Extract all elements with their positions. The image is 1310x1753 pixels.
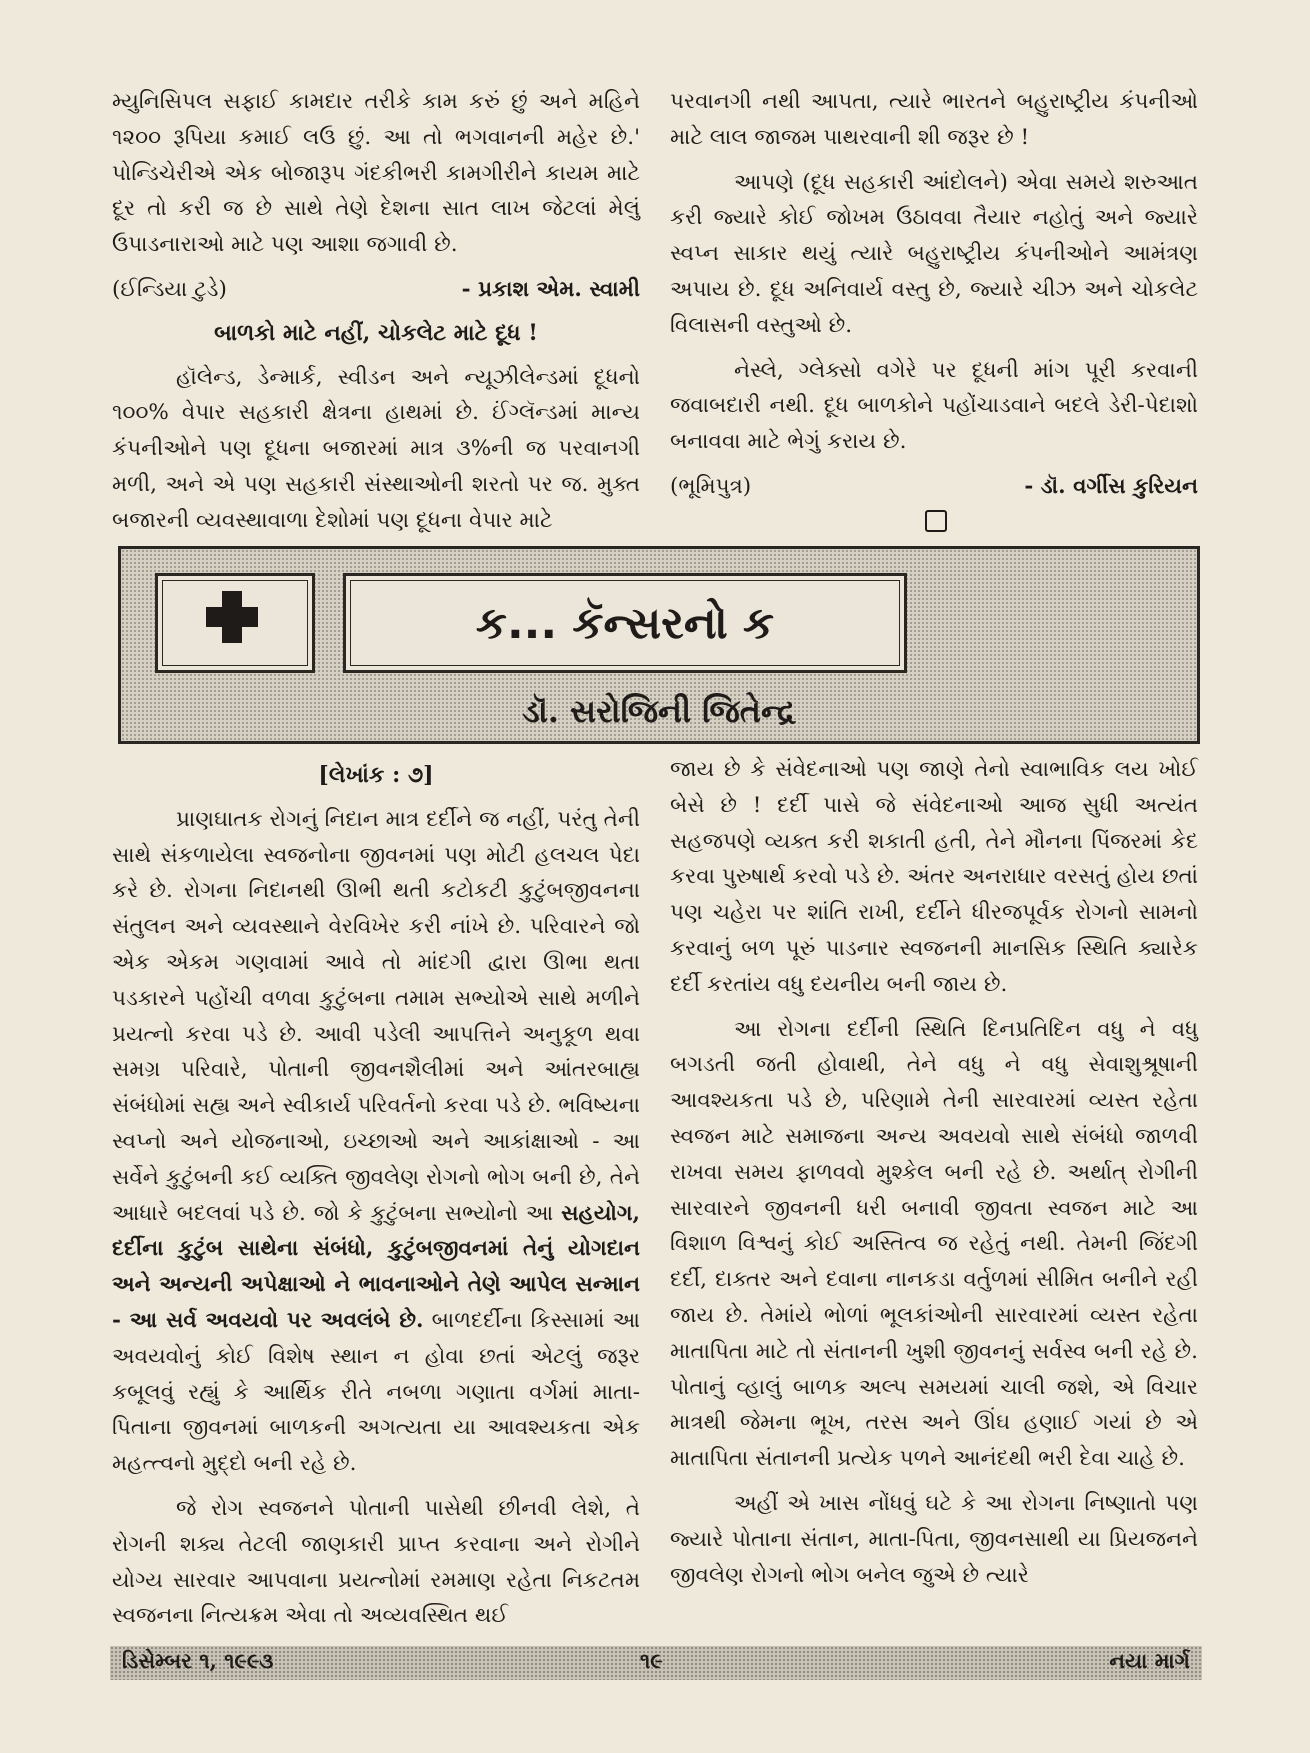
article-banner xyxy=(118,546,1200,744)
medical-cross-icon xyxy=(155,573,315,673)
news-paragraph-4: આપણે (દૂધ સહકારી આંદોલને) એવા સમયે શરુઆત કરી જ્યારે કોઈ જોખમ ઉઠાવવા તૈયાર નહોતું અને જ્યારે સ્વપ્ન સાકાર થયું ત્યારે બહુરાષ્ટ્રીય કંપનીઓને આમંત્રણ અપાય છે. દૂધ અનિવાર્ય વસ્તુ છે, જ્યારે ચીઝ અને ચોકલેટ વિલાસની વસ્તુઓ છે. xyxy=(670,169,1198,338)
article-right-column xyxy=(670,752,1198,1602)
news-signature xyxy=(112,272,640,308)
article-author: ડૉ. સરોજિની જિતેન્દ્ર xyxy=(522,691,796,730)
top-right-column xyxy=(670,84,1198,513)
article-paragraph-3: જાય છે કે સંવેદનાઓ પણ જાણે તેનો સ્વાભાવિક લય ખોઈ બેસે છે ! દર્દી પાસે જે સંવેદનાઓ આજ સુધી અત્યંત સહજપણે વ્યક્ત કરી શકાતી હતી, તેને મૌનના પિંજરમાં કેદ કરવા પુરુષાર્થ કરવો પડે છે. અંતર અનરાધાર વરસતું હોય છતાં પણ ચહેરા પર શાંતિ રાખી, દર્દીને ધીરજપૂર્વક રોગનો સામનો કરવાનું બળ પૂરું પાડનાર સ્વજનની માનસિક સ્થિતિ ક્યારેક દર્દી કરતાંય વધુ દયનીય બની જાય છે. xyxy=(670,757,1198,997)
news-subheading: બાળકો માટે નહીં, ચોકલેટ માટે દૂધ ! xyxy=(214,319,538,346)
series-label: [લેખાંક : ૭] xyxy=(318,762,434,788)
article-left-column xyxy=(112,752,640,1643)
article-paragraph-1-end: બાળદર્દીના કિસ્સામાં આ અવયવોનું કોઈ વિશેષ સ્થાન ન હોવા છતાં એટલું જરૂર કબૂલવું રહ્યું કે આર્થિક રીતે નબળા ગણાતા વર્ગમાં માતા-પિતાના જીવનમાં બાળકની અગત્યતા યા આવશ્યકતા એક મહત્ત્વનો મુદ્દો બની રહે છે. xyxy=(112,1307,640,1477)
news-byline-2: - ડૉ. વર્ગીસ કુરિયન xyxy=(1024,473,1198,499)
article-title: ક... કૅન્સરનો ક xyxy=(475,597,775,649)
top-left-column xyxy=(112,84,640,548)
news-byline: - પ્રકાશ એમ. સ્વામી xyxy=(461,276,640,302)
issue-date: ડિસેમ્બર ૧, ૧૯૯૩ xyxy=(122,1648,274,1673)
article-paragraph-4: આ રોગના દર્દીની સ્થિતિ દિનપ્રતિદિન વધુ ને વધુ બગડતી જતી હોવાથી, તેને વધુ ને વધુ સેવાશુશ્રૂષાની આવશ્યકતા પડે છે, પરિણામે તેની સારવારમાં વ્યસ્ત રહેતા સ્વજન માટે સમાજના અન્ય અવયવો સાથે સંબંધો જાળવી રાખવા સમય ફાળવવો મુશ્કેલ બની રહે છે. અર્થાત્ રોગીની સારવારને જીવનની ધરી બનાવી જીવતા સ્વજન માટે આ વિશાળ વિશ્વનું કોઈ અસ્તિત્વ જ રહેતું નથી. તેમની જિંદગી દર્દી, દાક્તર અને દવાના નાનકડા વર્તુળમાં સીમિત બનીને રહી જાય છે. તેમાંયે ભોળાં ભૂલકાંઓની સારવારમાં વ્યસ્ત રહેતા માતાપિતા માટે તો સંતાનની ખુશી જીવનનું સર્વસ્વ બની રહે છે. પોતાનું વ્હાલું બાળક અલ્પ સમયમાં ચાલી જશે, એ વિચાર માત્રથી જેમના ભૂખ, તરસ અને ઊંઘ હણાઈ ગયાં છે એ માતાપિતા સંતાનની પ્રત્યેક પળને આનંદથી ભરી દેવા ચાહે છે. xyxy=(670,1016,1198,1472)
article-paragraph-1 xyxy=(112,802,640,1482)
news-paragraph-2: હૉલેન્ડ, ડેન્માર્ક, સ્વીડન અને ન્યૂઝીલેન્ડમાં દૂધનો ૧૦૦% વેપાર સહકારી ક્ષેત્રના હાથમાં છે. ઈંગ્લૅન્ડમાં માન્ય કંપનીઓને પણ દૂધના બજારમાં માત્ર ૩%ની જ પરવાનગી મળી, અને એ પણ સહકારી સંસ્થાઓની શરતો પર જ. મુક્ત બજારની વ્યવસ્થાવાળા દેશોમાં પણ દૂધના વેપાર માટે xyxy=(112,364,640,533)
page-footer xyxy=(110,1646,1202,1680)
article-paragraph-1-bold: સહયોગ, દર્દીના કુટુંબ સાથેના સંબંધો, કુટુંબજીવનમાં તેનું યોગદાન અને અન્યની અપેક્ષાઓ ને ભાવનાઓને તેણે આપેલ સન્માન - આ સર્વ અવયવો પર અવલંબે છે. xyxy=(112,1200,641,1333)
article-paragraph-5: અહીં એ ખાસ નોંધવું ઘટે કે આ રોગના નિષ્ણાતો પણ જ્યારે પોતાના સંતાન, માતા-પિતા, જીવનસાથી યા પ્રિયજનને જીવલેણ રોગનો ભોગ બનેલ જુએ છે ત્યારે xyxy=(670,1490,1198,1588)
magazine-name: નયા માર્ગ xyxy=(1109,1648,1190,1673)
news-paragraph-3: પરવાનગી નથી આપતા, ત્યારે ભારતને બહુરાષ્ટ્રીય કંપનીઓ માટે લાલ જાજમ પાથરવાની શી જરૂર છે ! xyxy=(670,89,1198,150)
news-source: (ઈન્ડિયા ટુડે) xyxy=(112,276,227,302)
news-signature-2 xyxy=(670,469,1198,505)
news-source-2: (ભૂમિપુત્ર) xyxy=(670,473,752,499)
article-paragraph-1-text: પ્રાણઘાતક રોગનું નિદાન માત્ર દર્દીને જ નહીં, પરંતુ તેની સાથે સંકળાયેલા સ્વજનોના જીવનમાં પણ મોટી હલચલ પેદા કરે છે. રોગના નિદાનથી ઊભી થતી કટોકટી કુટુંબજીવનના સંતુલન અને વ્યવસ્થાને વેરવિખેર કરી નાંખે છે. પરિવારને જો એક એકમ ગણવામાં આવે તો માંદગી દ્વારા ઊભા થતા પડકારને પહોંચી વળવા કુટુંબના તમામ સભ્યોએ સાથે મળીને પ્રયત્નો કરવા પડે છે. આવી પડેલી આપત્તિને અનુકૂળ થવા સમગ્ર પરિવારે, પોતાની જીવનશૈલીમાં અને આંતરબાહ્ય સંબંધોમાં સહ્ય અને સ્વીકાર્ય પરિવર્તનો કરવા પડે છે. ભવિષ્યના સ્વપ્નો અને યોજનાઓ, ઇચ્છાઓ અને આકાંક્ષાઓ - આ સર્વેને કુટુંબની કઈ વ્યક્તિ જીવલેણ રોગનો ભોગ બની છે, તેને આધારે બદલવાં પડે છે. જો કે કુટુંબના સભ્યોનો આ xyxy=(112,806,641,1226)
article-title-box xyxy=(343,573,907,673)
end-of-article-mark xyxy=(925,510,947,532)
article-paragraph-2: જે રોગ સ્વજનને પોતાની પાસેથી છીનવી લેશે, તે રોગની શક્ય તેટલી જાણકારી પ્રાપ્ત કરવાના અને રોગીને યોગ્ય સારવાર આપવાના પ્રયત્નોમાં રમમાણ રહેતા નિકટતમ સ્વજનના નિત્યક્રમ એવા તો અવ્યવસ્થિત થઈ xyxy=(112,1495,640,1629)
page-number: ૧૯ xyxy=(640,1648,663,1673)
news-paragraph-5: નેસ્લે, ગ્લેક્સો વગેરે પર દૂધની માંગ પૂરી કરવાની જવાબદારી નથી. દૂધ બાળકોને પહોંચાડવાને બદલે ડેરી-પેદાશો બનાવવા માટે ભેગું કરાય છે. xyxy=(670,357,1198,455)
news-paragraph: મ્યુનિસિપલ સફાઈ કામદાર તરીકે કામ કરું છું અને મહિને ૧૨૦૦ રૂપિયા કમાઈ લઉ છું. આ તો ભગવાનની મહેર છે.' પોન્ડિચેરીએ એક બોજારૂપ ગંદકીભરી કામગીરીને કાયમ માટે દૂર તો કરી જ છે સાથે તેણે દેશના સાત લાખ જેટલાં મેલું ઉપાડનારાઓ માટે પણ આશા જગાવી છે. xyxy=(112,89,640,258)
